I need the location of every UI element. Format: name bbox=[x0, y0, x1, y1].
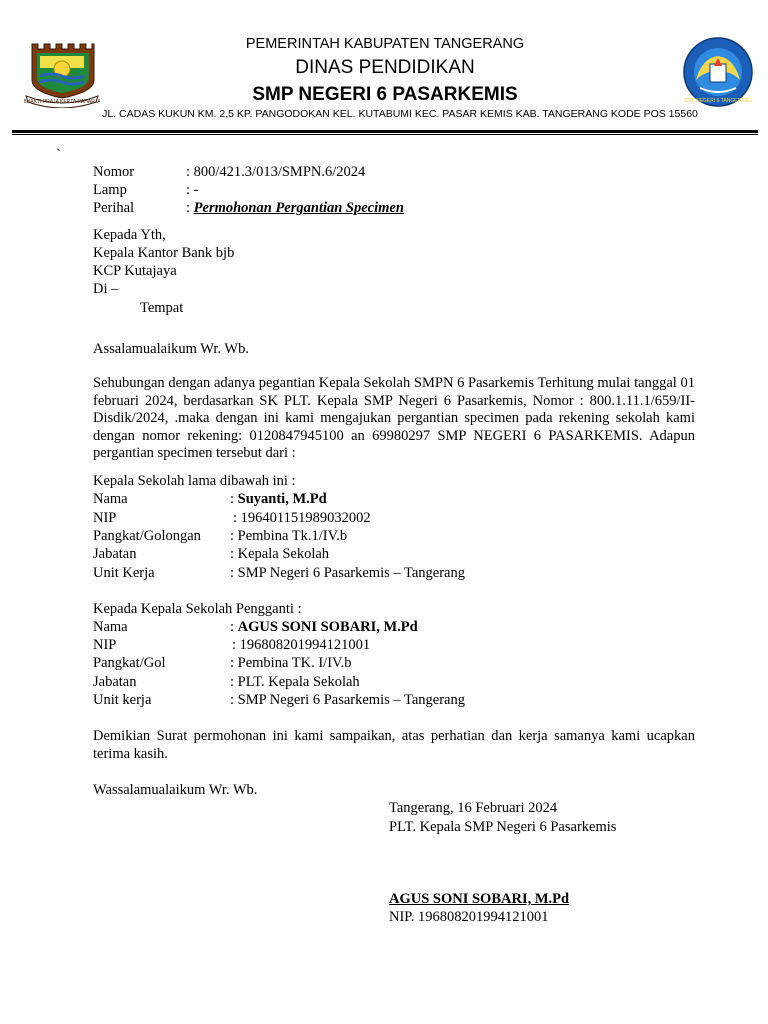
body-paragraph: Sehubungan dengan adanya pegantian Kepala Sekolah SMPN 6 Pasarkemis Terhitung mulai tanggal 01 februari 2024, berdasarkan SK PLT. Kepala SMP Negeri 6 Pasarkemis, Nomor : 800.1.11.1/659/II-Disdik/2024, .maka dengan ini kami mengajukan pergantian specimen pada rekening sekolah kami dengan nomor rekening: 0120847945100 an 69980297 SMP NEGERI 6 PASARKEMIS. Adapun pergantian specimen tersebut dari : bbox=[93, 375, 695, 461]
new-head-intro: Kepada Kepala Sekolah Pengganti : bbox=[93, 601, 302, 617]
signature-position: PLT. Kepala SMP Negeri 6 Pasarkemis bbox=[389, 819, 617, 835]
recipient-line-2: Kepala Kantor Bank bjb bbox=[93, 245, 235, 261]
nomor-row bbox=[93, 163, 365, 181]
new-jabatan-value: : PLT. Kepala Sekolah bbox=[230, 674, 360, 690]
new-nama-label: Nama bbox=[93, 619, 128, 635]
emblem-ring-text: SMP NEGERI 6 TANGERANG bbox=[683, 98, 753, 104]
recipient-line-5: Tempat bbox=[140, 300, 184, 316]
old-nip-row bbox=[93, 509, 371, 527]
recipient-line-4: Di – bbox=[93, 281, 119, 297]
signature-name: AGUS SONI SOBARI, M.Pd bbox=[389, 891, 570, 907]
old-pangkat-label: Pangkat/Golongan bbox=[93, 528, 201, 544]
old-nama-value: Suyanti, M.Pd bbox=[237, 491, 327, 507]
new-pangkat-value: : Pembina TK. I/IV.b bbox=[230, 655, 352, 671]
new-nip-label: NIP bbox=[93, 637, 117, 653]
closing-paragraph: Demikian Surat permohonan ini kami sampaikan, atas perhatian dan kerja samanya kami ucapkan terima kasih. bbox=[93, 728, 695, 762]
old-unit-label: Unit Kerja bbox=[93, 565, 155, 581]
school-name: SMP NEGERI 6 PASARKEMIS bbox=[252, 84, 518, 105]
new-unit-value: : SMP Negeri 6 Pasarkemis – Tangerang bbox=[230, 692, 465, 708]
letterhead-rule-thick bbox=[12, 130, 758, 133]
new-pangkat-label: Pangkat/Gol bbox=[93, 655, 166, 671]
nomor-value: : 800/421.3/013/SMPN.6/2024 bbox=[186, 164, 366, 180]
old-nama-label: Nama bbox=[93, 491, 128, 507]
lamp-value: : - bbox=[186, 182, 199, 198]
new-nip-value: : 196808201994121001 bbox=[232, 637, 371, 653]
signature-nip: NIP. 196808201994121001 bbox=[389, 909, 549, 925]
old-jabatan-value: : Kepala Sekolah bbox=[230, 546, 330, 562]
old-nip-label: NIP bbox=[93, 510, 117, 526]
new-jabatan-label: Jabatan bbox=[93, 674, 137, 690]
school-emblem-icon bbox=[682, 36, 754, 108]
regency-crest-icon bbox=[24, 40, 100, 108]
old-jabatan-row bbox=[93, 545, 329, 563]
new-nama-value: AGUS SONI SOBARI, M.Pd bbox=[237, 619, 418, 635]
lamp-row bbox=[93, 181, 198, 199]
recipient-line-3: KCP Kutajaya bbox=[93, 263, 177, 279]
department-name: DINAS PENDIDIKAN bbox=[295, 57, 475, 78]
old-nama-colon: : bbox=[230, 491, 238, 507]
new-unit-row bbox=[93, 691, 465, 709]
government-name: PEMERINTAH KABUPATEN TANGERANG bbox=[245, 36, 525, 52]
farewell: Wassalamualaikum Wr. Wb. bbox=[93, 782, 258, 798]
new-pangkat-row bbox=[93, 654, 352, 672]
lamp-label: Lamp bbox=[93, 182, 127, 198]
new-nama-row bbox=[93, 618, 418, 636]
stray-mark: ` bbox=[56, 147, 61, 163]
new-nip-row bbox=[93, 636, 370, 654]
new-nama-colon: : bbox=[230, 619, 238, 635]
new-unit-label: Unit kerja bbox=[93, 692, 152, 708]
perihal-row bbox=[93, 199, 404, 217]
old-pangkat-row bbox=[93, 527, 347, 545]
recipient-line-1: Kepada Yth, bbox=[93, 227, 166, 243]
old-jabatan-label: Jabatan bbox=[93, 546, 137, 562]
school-address: JL. CADAS KUKUN KM. 2,5 KP. PANGODOKAN KEL. KUTABUMI KEC. PASAR KEMIS KAB. TANGERANG KODE POS 15560 bbox=[102, 108, 698, 120]
greeting: Assalamualaikum Wr. Wb. bbox=[93, 341, 249, 357]
old-head-intro: Kepala Sekolah lama dibawah ini : bbox=[93, 473, 296, 489]
old-unit-row bbox=[93, 564, 465, 582]
perihal-colon: : bbox=[186, 200, 194, 216]
nomor-label: Nomor bbox=[93, 164, 135, 180]
perihal-label: Perihal bbox=[93, 200, 135, 216]
new-jabatan-row bbox=[93, 673, 360, 691]
perihal-value: Permohonan Pergantian Specimen bbox=[193, 200, 404, 216]
signature-place-date: Tangerang, 16 Februari 2024 bbox=[389, 800, 558, 816]
crest-ribbon-text: BHAKTI PRAJA KERTA RAHARJA bbox=[24, 99, 100, 105]
letterhead-rule-thin bbox=[12, 134, 758, 135]
old-nama-row bbox=[93, 490, 327, 508]
old-pangkat-value: : Pembina Tk.1/IV.b bbox=[230, 528, 348, 544]
old-unit-value: : SMP Negeri 6 Pasarkemis – Tangerang bbox=[230, 565, 465, 581]
old-nip-value: : 196401151989032002 bbox=[233, 510, 371, 526]
